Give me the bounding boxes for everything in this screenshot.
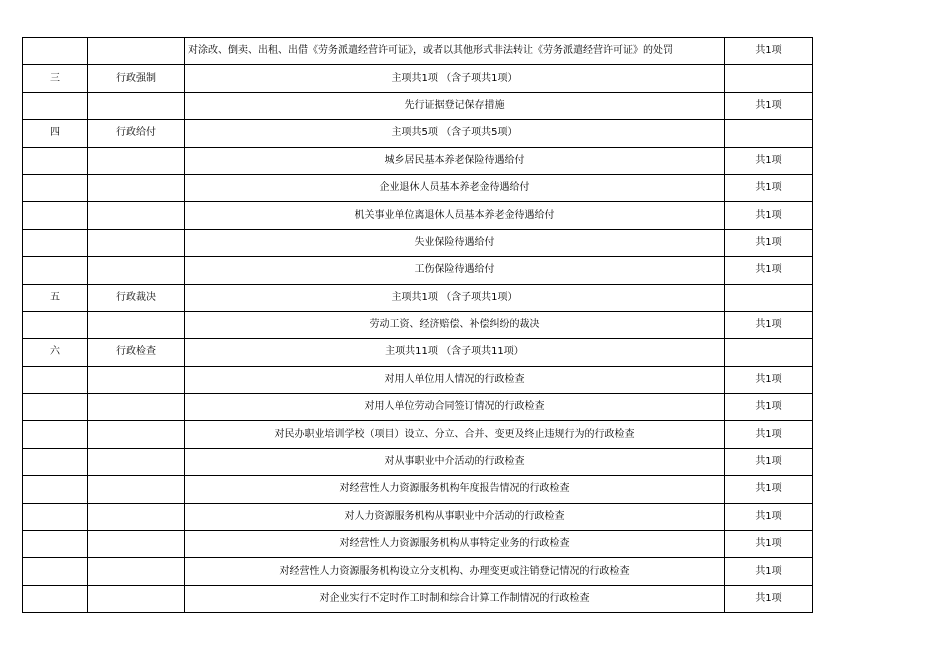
- row-number-cell: [23, 202, 88, 229]
- count-cell: 共1项: [725, 147, 813, 174]
- row-number-cell: 六: [23, 339, 88, 366]
- item-cell: 工伤保险待遇给付: [185, 257, 725, 284]
- table-row: [23, 339, 813, 366]
- count-cell: 共1项: [725, 394, 813, 421]
- category-cell: [88, 257, 185, 284]
- row-number-cell: [23, 257, 88, 284]
- row-number-cell: [23, 147, 88, 174]
- count-cell: 共1项: [725, 448, 813, 475]
- count-cell: 共1项: [725, 476, 813, 503]
- item-cell: 对人力资源服务机构从事职业中介活动的行政检查: [185, 503, 725, 530]
- row-number-cell: 五: [23, 284, 88, 311]
- row-number-cell: [23, 229, 88, 256]
- table-row: [23, 120, 813, 147]
- row-number-cell: 四: [23, 120, 88, 147]
- item-cell: 对涂改、倒卖、出租、出借《劳务派遣经营许可证》，或者以其他形式非法转让《劳务派遣经营许可证》的处罚: [185, 38, 725, 65]
- item-cell: 企业退休人员基本养老金待遇给付: [185, 174, 725, 201]
- category-cell: [88, 311, 185, 338]
- count-cell: [725, 120, 813, 147]
- count-cell: 共1项: [725, 311, 813, 338]
- row-number-cell: [23, 476, 88, 503]
- table-body: [23, 38, 813, 613]
- category-cell: [88, 366, 185, 393]
- table-row: [23, 421, 813, 448]
- table-row: [23, 311, 813, 338]
- category-cell: [88, 229, 185, 256]
- item-cell: 主项共1项 （含子项共1项）: [185, 65, 725, 92]
- table-row: [23, 585, 813, 612]
- count-cell: 共1项: [725, 421, 813, 448]
- row-number-cell: [23, 531, 88, 558]
- row-number-cell: [23, 394, 88, 421]
- count-cell: 共1项: [725, 257, 813, 284]
- category-cell: 行政强制: [88, 65, 185, 92]
- category-cell: [88, 585, 185, 612]
- item-cell: 城乡居民基本养老保险待遇给付: [185, 147, 725, 174]
- count-cell: 共1项: [725, 92, 813, 119]
- table-row: [23, 229, 813, 256]
- item-cell: 主项共11项 （含子项共11项）: [185, 339, 725, 366]
- row-number-cell: [23, 503, 88, 530]
- item-cell: 主项共5项 （含子项共5项）: [185, 120, 725, 147]
- count-cell: 共1项: [725, 531, 813, 558]
- item-cell: 对经营性人力资源服务机构设立分支机构、办理变更或注销登记情况的行政检查: [185, 558, 725, 585]
- count-cell: 共1项: [725, 503, 813, 530]
- count-cell: [725, 284, 813, 311]
- row-number-cell: [23, 38, 88, 65]
- table-row: [23, 257, 813, 284]
- item-cell: 劳动工资、经济赔偿、补偿纠纷的裁决: [185, 311, 725, 338]
- table-row: [23, 38, 813, 65]
- data-table: [22, 37, 813, 613]
- category-cell: [88, 503, 185, 530]
- row-number-cell: 三: [23, 65, 88, 92]
- count-cell: [725, 339, 813, 366]
- item-cell: 对经营性人力资源服务机构从事特定业务的行政检查: [185, 531, 725, 558]
- category-cell: [88, 394, 185, 421]
- item-cell: 先行证据登记保存措施: [185, 92, 725, 119]
- table-row: [23, 92, 813, 119]
- row-number-cell: [23, 366, 88, 393]
- category-cell: [88, 476, 185, 503]
- row-number-cell: [23, 585, 88, 612]
- table-row: [23, 558, 813, 585]
- item-cell: 主项共1项 （含子项共1项）: [185, 284, 725, 311]
- category-cell: 行政裁决: [88, 284, 185, 311]
- table-row: [23, 202, 813, 229]
- item-cell: 对经营性人力资源服务机构年度报告情况的行政检查: [185, 476, 725, 503]
- category-cell: [88, 92, 185, 119]
- table-row: [23, 394, 813, 421]
- item-cell: 对民办职业培训学校（项目）设立、分立、合并、变更及终止违规行为的行政检查: [185, 421, 725, 448]
- row-number-cell: [23, 448, 88, 475]
- item-cell: 失业保险待遇给付: [185, 229, 725, 256]
- row-number-cell: [23, 558, 88, 585]
- category-cell: [88, 174, 185, 201]
- category-cell: [88, 147, 185, 174]
- table-row: [23, 531, 813, 558]
- count-cell: 共1项: [725, 38, 813, 65]
- count-cell: 共1项: [725, 558, 813, 585]
- category-cell: [88, 38, 185, 65]
- row-number-cell: [23, 174, 88, 201]
- category-cell: [88, 558, 185, 585]
- category-cell: [88, 202, 185, 229]
- table-row: [23, 366, 813, 393]
- category-cell: [88, 421, 185, 448]
- count-cell: 共1项: [725, 229, 813, 256]
- table-row: [23, 448, 813, 475]
- count-cell: 共1项: [725, 366, 813, 393]
- item-cell: 对从事职业中介活动的行政检查: [185, 448, 725, 475]
- table-row: [23, 503, 813, 530]
- item-cell: 机关事业单位离退休人员基本养老金待遇给付: [185, 202, 725, 229]
- item-cell: 对用人单位劳动合同签订情况的行政检查: [185, 394, 725, 421]
- table-row: [23, 284, 813, 311]
- category-cell: 行政检查: [88, 339, 185, 366]
- item-cell: 对用人单位用人情况的行政检查: [185, 366, 725, 393]
- category-cell: [88, 448, 185, 475]
- table-row: [23, 147, 813, 174]
- item-cell: 对企业实行不定时作工时制和综合计算工作制情况的行政检查: [185, 585, 725, 612]
- table-row: [23, 476, 813, 503]
- count-cell: [725, 65, 813, 92]
- category-cell: 行政给付: [88, 120, 185, 147]
- category-cell: [88, 531, 185, 558]
- count-cell: 共1项: [725, 202, 813, 229]
- count-cell: 共1项: [725, 585, 813, 612]
- row-number-cell: [23, 311, 88, 338]
- row-number-cell: [23, 92, 88, 119]
- row-number-cell: [23, 421, 88, 448]
- count-cell: 共1项: [725, 174, 813, 201]
- table-row: [23, 174, 813, 201]
- table-row: [23, 65, 813, 92]
